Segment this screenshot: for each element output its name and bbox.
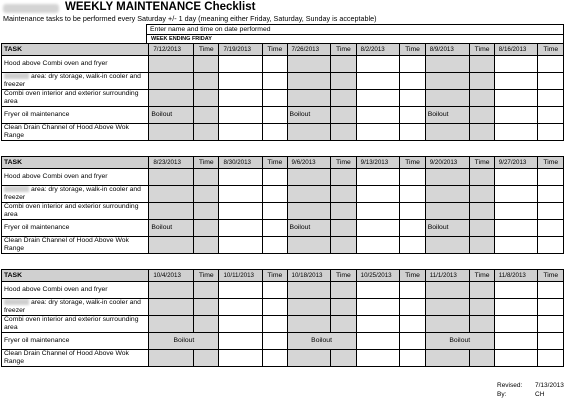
table-header-row — [2, 44, 564, 56]
name-entry-cell[interactable] — [149, 237, 194, 254]
task-row — [2, 56, 564, 73]
instruction-box: Enter name and time on date performed — [146, 24, 564, 35]
time-entry-cell[interactable] — [400, 203, 425, 220]
time-column-header: Time — [538, 44, 564, 56]
task-name: Hood above Combi oven and fryer — [2, 56, 149, 73]
time-entry-cell[interactable] — [263, 124, 287, 141]
time-entry-cell[interactable] — [538, 316, 564, 333]
task-row — [2, 73, 564, 90]
boilout-cell[interactable]: Boilout — [287, 333, 356, 350]
week-date-header: 9/27/2013 — [494, 157, 538, 169]
time-entry-cell[interactable] — [194, 124, 219, 141]
task-name: Combi oven interior and exterior surrounding area — [2, 90, 149, 107]
name-entry-cell[interactable] — [287, 203, 331, 220]
name-entry-cell[interactable] — [149, 316, 194, 333]
time-entry-cell[interactable] — [538, 73, 564, 90]
name-entry-cell[interactable] — [149, 169, 194, 186]
task-row — [2, 333, 564, 350]
task-name: Combi oven interior and exterior surrounding area — [2, 316, 149, 333]
time-entry-cell[interactable] — [194, 299, 219, 316]
time-entry-cell[interactable] — [400, 237, 425, 254]
name-entry-cell[interactable] — [425, 169, 470, 186]
subtitle: Maintenance tasks to be performed every Saturday +/- 1 day (meaning either Friday, Saturday, Sunday is acceptable) — [3, 14, 377, 23]
task-column-header: TASK — [2, 270, 149, 282]
title-row — [3, 1, 255, 14]
time-entry-cell[interactable] — [538, 186, 564, 203]
name-entry-cell[interactable] — [425, 90, 470, 107]
week-date-header: 10/11/2013 — [219, 270, 263, 282]
time-entry-cell[interactable] — [331, 124, 356, 141]
name-entry-cell[interactable] — [425, 282, 470, 299]
name-entry-cell[interactable] — [494, 333, 538, 350]
name-entry-cell[interactable] — [494, 124, 538, 141]
task-name: Combi oven interior and exterior surrounding area — [2, 203, 149, 220]
time-entry-cell[interactable] — [331, 203, 356, 220]
revised-label: Revised: — [497, 382, 523, 389]
time-entry-cell[interactable] — [470, 299, 494, 316]
time-column-header: Time — [538, 157, 564, 169]
time-entry-cell[interactable] — [400, 299, 425, 316]
time-entry-cell[interactable] — [400, 90, 425, 107]
time-entry-cell[interactable] — [194, 220, 219, 237]
time-entry-cell[interactable] — [470, 90, 494, 107]
time-entry-cell[interactable] — [470, 56, 494, 73]
name-entry-cell[interactable] — [494, 299, 538, 316]
time-column-header: Time — [538, 270, 564, 282]
task-label: area: dry storage, walk-in cooler and freezer — [4, 299, 141, 314]
time-entry-cell[interactable] — [263, 169, 287, 186]
redacted-area-name — [4, 186, 29, 192]
time-entry-cell[interactable] — [400, 186, 425, 203]
name-entry-cell[interactable] — [356, 350, 400, 367]
task-row — [2, 350, 564, 367]
task-name — [2, 186, 149, 203]
time-entry-cell[interactable] — [263, 237, 287, 254]
task-name: Hood above Combi oven and fryer — [2, 282, 149, 299]
time-entry-cell[interactable] — [194, 350, 219, 367]
task-name: Fryer oil maintenance — [2, 107, 149, 124]
name-entry-cell[interactable] — [219, 90, 263, 107]
time-entry-cell[interactable] — [263, 220, 287, 237]
table-header-row — [2, 157, 564, 169]
name-entry-cell[interactable] — [219, 203, 263, 220]
time-entry-cell[interactable] — [400, 107, 425, 124]
time-column-header: Time — [194, 270, 219, 282]
time-entry-cell[interactable] — [538, 169, 564, 186]
name-entry-cell[interactable] — [219, 350, 263, 367]
name-entry-cell[interactable] — [287, 186, 331, 203]
task-row — [2, 237, 564, 254]
name-entry-cell[interactable] — [356, 56, 400, 73]
name-entry-cell[interactable] — [494, 73, 538, 90]
time-entry-cell[interactable] — [263, 350, 287, 367]
name-entry-cell[interactable] — [356, 333, 400, 350]
task-row — [2, 203, 564, 220]
time-entry-cell[interactable] — [331, 220, 356, 237]
time-column-header: Time — [470, 44, 494, 56]
name-entry-cell[interactable] — [287, 237, 331, 254]
time-entry-cell[interactable] — [263, 299, 287, 316]
time-entry-cell[interactable] — [194, 237, 219, 254]
name-entry-cell[interactable] — [356, 186, 400, 203]
name-entry-cell[interactable] — [287, 299, 331, 316]
time-column-header: Time — [470, 270, 494, 282]
name-entry-cell[interactable] — [425, 316, 470, 333]
name-entry-cell[interactable] — [425, 299, 470, 316]
time-entry-cell[interactable] — [263, 56, 287, 73]
name-entry-cell[interactable] — [149, 186, 194, 203]
by-label: By: — [497, 391, 507, 398]
week-date-header: 9/13/2013 — [356, 157, 400, 169]
time-column-header: Time — [194, 157, 219, 169]
name-entry-cell[interactable] — [425, 56, 470, 73]
task-row — [2, 282, 564, 299]
week-date-header: 7/12/2013 — [149, 44, 194, 56]
time-column-header: Time — [194, 44, 219, 56]
time-entry-cell[interactable] — [194, 169, 219, 186]
time-entry-cell[interactable] — [194, 282, 219, 299]
name-entry-cell[interactable] — [494, 169, 538, 186]
week-date-header: 10/25/2013 — [356, 270, 400, 282]
name-entry-cell[interactable] — [356, 220, 400, 237]
name-entry-cell[interactable] — [219, 282, 263, 299]
name-entry-cell[interactable] — [149, 73, 194, 90]
week-ending-label: WEEK ENDING FRIDAY — [146, 35, 564, 43]
name-entry-cell[interactable] — [494, 107, 538, 124]
name-entry-cell[interactable] — [356, 316, 400, 333]
name-entry-cell[interactable] — [219, 186, 263, 203]
time-entry-cell[interactable] — [331, 316, 356, 333]
name-entry-cell[interactable] — [356, 237, 400, 254]
time-entry-cell[interactable] — [538, 282, 564, 299]
time-entry-cell[interactable] — [400, 333, 425, 350]
task-row — [2, 220, 564, 237]
time-column-header: Time — [400, 44, 425, 56]
task-name: Fryer oil maintenance — [2, 333, 149, 350]
time-entry-cell[interactable] — [331, 350, 356, 367]
name-entry-cell[interactable] — [219, 220, 263, 237]
time-entry-cell[interactable] — [331, 73, 356, 90]
name-entry-cell[interactable] — [356, 299, 400, 316]
week-date-header: 7/19/2013 — [219, 44, 263, 56]
task-name: Clean Drain Channel of Hood Above Wok Range — [2, 124, 149, 141]
name-entry-cell[interactable] — [287, 169, 331, 186]
time-entry-cell[interactable] — [470, 124, 494, 141]
name-entry-cell[interactable] — [425, 203, 470, 220]
time-entry-cell[interactable] — [538, 237, 564, 254]
task-row — [2, 169, 564, 186]
week-date-header: 8/16/2013 — [494, 44, 538, 56]
redacted-restaurant-name — [3, 4, 59, 13]
task-row — [2, 90, 564, 107]
name-entry-cell[interactable] — [356, 203, 400, 220]
name-entry-cell[interactable] — [287, 73, 331, 90]
checklist-table-3 — [1, 269, 564, 367]
time-entry-cell[interactable] — [538, 333, 564, 350]
name-entry-cell[interactable] — [425, 237, 470, 254]
name-entry-cell[interactable] — [219, 237, 263, 254]
name-entry-cell[interactable] — [356, 124, 400, 141]
time-entry-cell[interactable] — [400, 73, 425, 90]
time-entry-cell[interactable] — [400, 169, 425, 186]
boilout-cell[interactable]: Boilout — [425, 107, 470, 124]
week-date-header: 10/4/2013 — [149, 270, 194, 282]
revised-value: 7/13/2013 — [535, 382, 564, 389]
week-date-header: 8/2/2013 — [356, 44, 400, 56]
week-date-header: 10/18/2013 — [287, 270, 331, 282]
name-entry-cell[interactable] — [149, 282, 194, 299]
by-value: CH — [535, 391, 545, 398]
name-entry-cell[interactable] — [425, 124, 470, 141]
week-date-header: 8/9/2013 — [425, 44, 470, 56]
time-entry-cell[interactable] — [194, 203, 219, 220]
time-entry-cell[interactable] — [470, 282, 494, 299]
time-entry-cell[interactable] — [194, 186, 219, 203]
task-name: Clean Drain Channel of Hood Above Wok Range — [2, 350, 149, 367]
time-entry-cell[interactable] — [194, 316, 219, 333]
checklist-table-1 — [1, 43, 564, 141]
name-entry-cell[interactable] — [287, 124, 331, 141]
time-entry-cell[interactable] — [194, 107, 219, 124]
name-entry-cell[interactable] — [149, 124, 194, 141]
time-entry-cell[interactable] — [331, 299, 356, 316]
task-label: area: dry storage, walk-in cooler and freezer — [4, 186, 141, 201]
name-entry-cell[interactable] — [494, 56, 538, 73]
boilout-cell[interactable]: Boilout — [425, 220, 470, 237]
name-entry-cell[interactable] — [356, 282, 400, 299]
checklist-table-2 — [1, 156, 564, 254]
name-entry-cell[interactable] — [287, 316, 331, 333]
boilout-cell[interactable]: Boilout — [149, 107, 194, 124]
time-column-header: Time — [331, 157, 356, 169]
time-entry-cell[interactable] — [538, 124, 564, 141]
name-entry-cell[interactable] — [425, 73, 470, 90]
task-name: Fryer oil maintenance — [2, 220, 149, 237]
task-row — [2, 186, 564, 203]
task-row — [2, 316, 564, 333]
boilout-cell[interactable]: Boilout — [149, 220, 194, 237]
time-entry-cell[interactable] — [538, 56, 564, 73]
time-entry-cell[interactable] — [400, 220, 425, 237]
time-entry-cell[interactable] — [470, 73, 494, 90]
time-column-header: Time — [263, 270, 287, 282]
name-entry-cell[interactable] — [219, 333, 263, 350]
time-entry-cell[interactable] — [470, 107, 494, 124]
name-entry-cell[interactable] — [356, 169, 400, 186]
time-entry-cell[interactable] — [538, 220, 564, 237]
name-entry-cell[interactable] — [494, 186, 538, 203]
name-entry-cell[interactable] — [425, 186, 470, 203]
name-entry-cell[interactable] — [494, 316, 538, 333]
name-entry-cell[interactable] — [149, 56, 194, 73]
name-entry-cell[interactable] — [149, 203, 194, 220]
time-entry-cell[interactable] — [470, 316, 494, 333]
time-entry-cell[interactable] — [263, 107, 287, 124]
week-date-header: 9/6/2013 — [287, 157, 331, 169]
task-label: area: dry storage, walk-in cooler and freezer — [4, 73, 141, 88]
time-entry-cell[interactable] — [400, 282, 425, 299]
time-entry-cell[interactable] — [263, 73, 287, 90]
name-entry-cell[interactable] — [219, 124, 263, 141]
name-entry-cell[interactable] — [356, 107, 400, 124]
name-entry-cell[interactable] — [149, 350, 194, 367]
time-entry-cell[interactable] — [538, 350, 564, 367]
time-entry-cell[interactable] — [400, 56, 425, 73]
week-date-header: 9/20/2013 — [425, 157, 470, 169]
name-entry-cell[interactable] — [494, 350, 538, 367]
week-date-header: 11/8/2013 — [494, 270, 538, 282]
time-column-header: Time — [470, 157, 494, 169]
time-entry-cell[interactable] — [263, 316, 287, 333]
task-row — [2, 299, 564, 316]
name-entry-cell[interactable] — [494, 220, 538, 237]
time-entry-cell[interactable] — [331, 90, 356, 107]
time-entry-cell[interactable] — [331, 282, 356, 299]
time-entry-cell[interactable] — [538, 90, 564, 107]
time-entry-cell[interactable] — [538, 107, 564, 124]
name-entry-cell[interactable] — [149, 299, 194, 316]
time-entry-cell[interactable] — [470, 220, 494, 237]
task-name — [2, 73, 149, 90]
name-entry-cell[interactable] — [287, 90, 331, 107]
time-column-header: Time — [331, 270, 356, 282]
week-date-header: 8/23/2013 — [149, 157, 194, 169]
boilout-cell[interactable]: Boilout — [425, 333, 494, 350]
name-entry-cell[interactable] — [219, 56, 263, 73]
time-entry-cell[interactable] — [470, 350, 494, 367]
name-entry-cell[interactable] — [494, 237, 538, 254]
name-entry-cell[interactable] — [494, 203, 538, 220]
name-entry-cell[interactable] — [425, 350, 470, 367]
name-entry-cell[interactable] — [219, 299, 263, 316]
time-entry-cell[interactable] — [263, 282, 287, 299]
time-entry-cell[interactable] — [470, 186, 494, 203]
name-entry-cell[interactable] — [149, 90, 194, 107]
time-column-header: Time — [263, 44, 287, 56]
time-entry-cell[interactable] — [470, 237, 494, 254]
name-entry-cell[interactable] — [287, 56, 331, 73]
time-entry-cell[interactable] — [400, 350, 425, 367]
time-column-header: Time — [263, 157, 287, 169]
time-column-header: Time — [400, 270, 425, 282]
time-entry-cell[interactable] — [400, 316, 425, 333]
time-entry-cell[interactable] — [331, 186, 356, 203]
time-entry-cell[interactable] — [470, 203, 494, 220]
task-name — [2, 299, 149, 316]
week-date-header: 7/26/2013 — [287, 44, 331, 56]
week-date-header: 11/1/2013 — [425, 270, 470, 282]
week-date-header: 8/30/2013 — [219, 157, 263, 169]
name-entry-cell[interactable] — [494, 282, 538, 299]
time-entry-cell[interactable] — [331, 56, 356, 73]
boilout-cell[interactable]: Boilout — [149, 333, 219, 350]
time-entry-cell[interactable] — [194, 56, 219, 73]
time-entry-cell[interactable] — [470, 169, 494, 186]
name-entry-cell[interactable] — [356, 73, 400, 90]
table-header-row — [2, 270, 564, 282]
time-column-header: Time — [400, 157, 425, 169]
time-entry-cell[interactable] — [331, 107, 356, 124]
time-entry-cell[interactable] — [263, 203, 287, 220]
name-entry-cell[interactable] — [219, 107, 263, 124]
boilout-cell[interactable]: Boilout — [287, 107, 331, 124]
time-entry-cell[interactable] — [194, 73, 219, 90]
time-entry-cell[interactable] — [538, 299, 564, 316]
time-entry-cell[interactable] — [331, 237, 356, 254]
name-entry-cell[interactable] — [219, 169, 263, 186]
name-entry-cell[interactable] — [287, 350, 331, 367]
time-entry-cell[interactable] — [400, 124, 425, 141]
page-title: WEEKLY MAINTENANCE Checklist — [65, 1, 256, 13]
name-entry-cell[interactable] — [356, 90, 400, 107]
task-column-header: TASK — [2, 157, 149, 169]
task-row — [2, 107, 564, 124]
time-entry-cell[interactable] — [538, 203, 564, 220]
time-entry-cell[interactable] — [331, 169, 356, 186]
name-entry-cell[interactable] — [494, 90, 538, 107]
time-entry-cell[interactable] — [194, 90, 219, 107]
task-column-header: TASK — [2, 44, 149, 56]
name-entry-cell[interactable] — [219, 73, 263, 90]
redacted-area-name — [4, 299, 29, 305]
name-entry-cell[interactable] — [219, 316, 263, 333]
task-name: Clean Drain Channel of Hood Above Wok Range — [2, 237, 149, 254]
time-entry-cell[interactable] — [263, 333, 287, 350]
task-row — [2, 124, 564, 141]
task-name: Hood above Combi oven and fryer — [2, 169, 149, 186]
redacted-area-name — [4, 73, 29, 79]
boilout-cell[interactable]: Boilout — [287, 220, 331, 237]
time-column-header: Time — [331, 44, 356, 56]
name-entry-cell[interactable] — [287, 282, 331, 299]
time-entry-cell[interactable] — [263, 90, 287, 107]
time-entry-cell[interactable] — [263, 186, 287, 203]
